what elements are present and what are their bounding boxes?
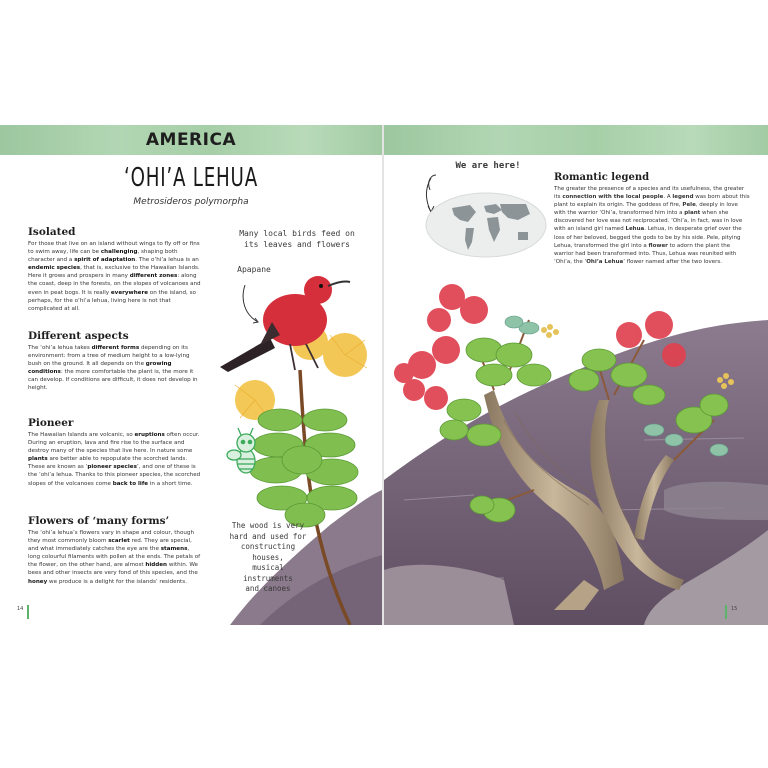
world-map-illustration	[414, 170, 549, 260]
header-band-right	[384, 125, 768, 155]
bee-mascot-icon	[226, 427, 266, 477]
section-pioneer	[28, 417, 203, 488]
section-heading: Different aspects	[28, 330, 129, 342]
section-heading: Pioneer	[28, 417, 74, 429]
page-tick-left	[27, 605, 29, 619]
book-spread	[0, 125, 768, 625]
section-heading: Isolated	[28, 226, 76, 238]
section-isolated	[28, 226, 203, 313]
section-heading: Romantic legend	[554, 172, 650, 183]
left-page	[0, 125, 382, 625]
ohia-tree-illustration	[384, 280, 768, 625]
wood-note: The wood is very hard and used for constructing houses, musical instruments and canoes	[229, 521, 307, 593]
map-label: We are here!	[455, 161, 521, 171]
section-body: The ‘ohi’a lehua’s flowers vary in shape and colour, though they most commonly bloom scarlet red. They are special, and what immediately catches the eye are the stamens, long colourful filaments with pollen at the ends. The petals of the flower, on the other hand, are almost hidden within. We bees and other insects are very fond of this species, and the honey we produce is a delight for the islands’ residents.	[28, 530, 201, 585]
birds-note: Many local birds feed on its leaves and flowers	[239, 229, 355, 249]
page-number-right: 15	[731, 606, 738, 612]
page-title: ‘OHI’A LEHUA	[124, 163, 258, 193]
section-different-aspects	[28, 330, 203, 393]
page-tick-right	[725, 605, 727, 619]
page-number-left: 14	[17, 606, 24, 612]
right-page	[384, 125, 768, 625]
section-body: The greater the presence of a species and its usefulness, the greater its connection with the local people. A legend was born about this plant to explain its origin. The goddess of fire, Pele, deeply in love with the warrior ‘Ohi’a, transformed him into a plant when she discovered her love was not reciprocated. ‘Ohi’a, in fact, was in love with an island girl named Lehua. Lehua, in desperate grief over the loss of her beloved, begged the gods to be by his side. Pele, pitying Lehua, transformed the girl into a flower to adorn the plant the warrior had been transformed into. Thus, Lehua was reunited with ‘Ohi’a, the ‘Ohi’a Lehua’ flower named after the two lovers.	[554, 186, 750, 265]
section-body: The ‘ohi’a lehua takes different forms depending on its environment: from a tree of medium height to a low-lying bush on the ground. It all depends on the growing conditions: the more comfortable the plant is, the more it can develop. If conditions are difficult, it does not develop in height.	[28, 345, 198, 392]
region-label: AMERICA	[145, 130, 237, 150]
section-heading: Flowers of ‘many forms’	[28, 515, 170, 527]
romantic-legend-section	[554, 172, 750, 266]
section-body: For those that live on an island without wings to fly off or fins to swim away, life can be challenging, shaping both character and a spirit of adaptation. The o’hi’a lehua is an endemic species, that is, exclusive to the Hawaiian Islands. Here it grows and prospers in many different zones: along the coast, deep in the forests, on the slopes of volcanoes and even in peat bogs. It is really everywhere on the island, so perhaps, for the o’hi’a lehua, living here is not that complicated at all.	[28, 241, 201, 312]
scientific-name: Metrosideros polymorpha	[133, 197, 249, 207]
bird-label: Apapane	[237, 265, 271, 274]
section-body: The Hawaiian Islands are volcanic, so eruptions often occur. During an eruption, lava and fire rise to the surface and destroy many of the species that live here. In nature some plants are better able to repopulate the scorched lands. These are known as ‘pioneer species’, and one of these is the ‘ohi’a lehua. Thanks to this pioneer species, the scorched slopes of the volcanoes come back to life in a short time.	[28, 432, 201, 487]
section-flowers	[28, 515, 203, 586]
